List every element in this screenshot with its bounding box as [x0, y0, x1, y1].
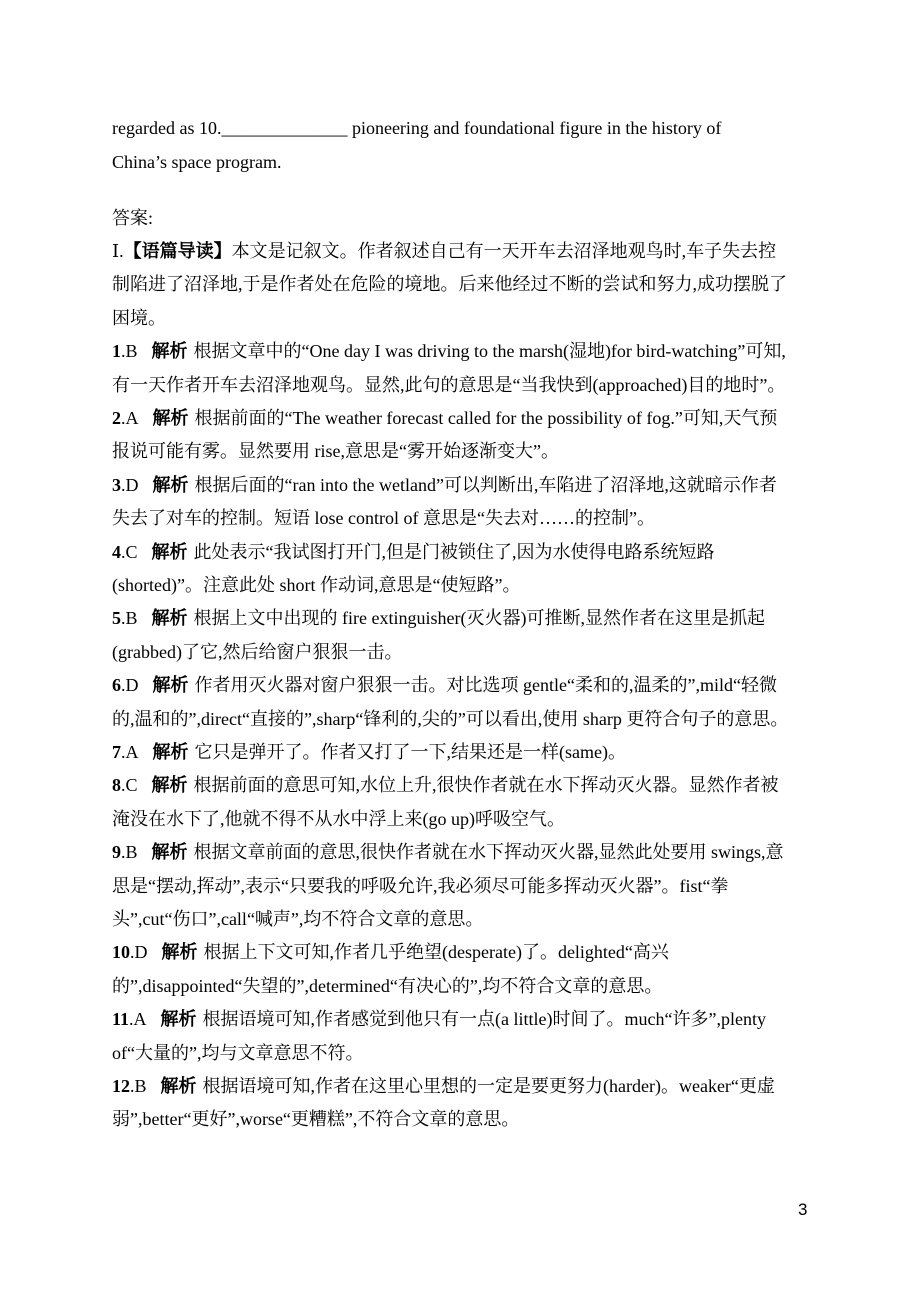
- answer-item-line: [112, 674, 777, 696]
- intro-text: regarded as 10.______________ pioneering and foundational figure in the history of: [112, 118, 722, 138]
- answer-item-line: [112, 941, 669, 963]
- intro-line: [112, 117, 721, 139]
- answer-number: 12: [112, 1076, 130, 1096]
- answer-number: 5: [112, 608, 121, 629]
- answer-explanation: of“大量的”,均与文章意思不符。: [112, 1042, 364, 1063]
- answer-letter: .B: [130, 1076, 147, 1096]
- summary-line: [112, 240, 776, 262]
- answer-heading-text: 答案:: [112, 208, 154, 228]
- analysis-tag: 解析: [160, 1009, 197, 1030]
- summary-text: 本文是记叙文。作者叙述自己有一天开车去沼泽地观鸟时,车子失去控: [231, 241, 777, 261]
- answer-explanation: 报说可能有雾。显然要用 rise,意思是“雾开始逐渐变大”。: [112, 441, 559, 462]
- summary-line: [112, 307, 166, 329]
- answer-number: 6: [112, 675, 121, 696]
- answer-number: 10: [112, 942, 130, 963]
- answer-explanation: (shorted)”。注意此处 short 作动词,意思是“使短路”。: [112, 575, 521, 595]
- intro-line: [112, 151, 281, 173]
- answer-explanation: 的”,disappointed“失望的”,determined“有决心的”,均不符合文章的意思。: [112, 975, 663, 996]
- analysis-tag: 解析: [160, 1076, 197, 1096]
- answer-explanation: 的,温和的”,direct“直接的”,sharp“锋利的,尖的”可以看出,使用 sharp 更符合句子的意思。: [112, 708, 789, 729]
- answer-item-line: [112, 908, 483, 930]
- summary-tag: 【语篇导读】: [123, 241, 232, 261]
- analysis-tag: 解析: [161, 942, 198, 963]
- answer-explanation: 作者用灭火器对窗户狠狠一击。对比选项 gentle“柔和的,温柔的”,mild“轻微: [194, 675, 777, 696]
- answer-item-line: [112, 1108, 519, 1130]
- analysis-tag: 解析: [152, 474, 189, 495]
- summary-line: [112, 273, 787, 295]
- answer-item-line: [112, 440, 559, 462]
- answer-item-line: [112, 641, 402, 663]
- answer-number: 4: [112, 541, 121, 562]
- answer-explanation: 根据语境可知,作者感觉到他只有一点(a little)时间了。much“许多”,plenty: [202, 1009, 766, 1030]
- summary-text: 制陷进了沼泽地,于是作者处在危险的境地。后来他经过不断的尝试和努力,成功摆脱了: [112, 274, 787, 295]
- page-number: 3: [798, 1200, 808, 1219]
- answer-letter: .D: [130, 942, 148, 963]
- answer-explanation: 有一天作者开车去沼泽地观鸟。显然,此句的意思是“当我快到(approached)目的地时”。: [112, 374, 786, 395]
- analysis-tag: 解析: [151, 541, 188, 562]
- answer-heading: [112, 207, 153, 229]
- answer-explanation: 头”,cut“伤口”,call“喊声”,均不符合文章的意思。: [112, 909, 484, 929]
- answer-number: 8: [112, 775, 121, 796]
- answer-letter: .B: [121, 341, 138, 362]
- answer-item-line: [112, 407, 777, 429]
- answer-explanation: 它只是弹开了。作者又打了一下,结果还是一样(same)。: [194, 742, 626, 762]
- analysis-tag: 解析: [151, 842, 188, 863]
- answer-letter: .D: [121, 474, 139, 495]
- answer-item-line: [112, 574, 520, 596]
- answer-explanation: 根据上文中出现的 fire extinguisher(灭火器)可推断,显然作者在这里是抓起: [193, 608, 765, 629]
- answer-explanation: (grabbed)了它,然后给窗户狠狠一击。: [112, 641, 403, 662]
- answer-item-line: [112, 541, 715, 563]
- answer-number: 7: [112, 742, 121, 762]
- answer-letter: .A: [121, 742, 139, 762]
- answer-item-line: [112, 1075, 775, 1097]
- analysis-tag: 解析: [152, 408, 189, 428]
- answer-letter: .B: [121, 842, 138, 863]
- answer-explanation: 弱”,better“更好”,worse“更糟糕”,不符合文章的意思。: [112, 1109, 520, 1130]
- answer-explanation: 思是“摆动,挥动”,表示“只要我的呼吸允许,我必须尽可能多挥动灭火器”。fist“拳: [112, 875, 729, 896]
- analysis-tag: 解析: [151, 608, 188, 629]
- analysis-tag: 解析: [152, 742, 189, 762]
- analysis-tag: 解析: [151, 775, 188, 796]
- answer-letter: .B: [121, 608, 138, 629]
- answer-letter: .A: [121, 408, 139, 428]
- answer-item-line: [112, 507, 655, 529]
- analysis-tag: 解析: [151, 341, 188, 362]
- answer-explanation: 淹没在水下了,他就不得不从水中浮上来(go up)呼吸空气。: [112, 808, 565, 829]
- answer-number: 1: [112, 341, 121, 362]
- answer-item-line: [112, 875, 728, 897]
- answer-number: 2: [112, 408, 121, 428]
- answer-item-line: [112, 975, 662, 997]
- answer-explanation: 失去了对车的控制。短语 lose control of 意思是“失去对……的控制”。: [112, 508, 655, 529]
- answer-item-line: [112, 340, 786, 362]
- answer-explanation: 根据前面的“The weather forecast called for the possibility of fog.”可知,天气预: [194, 408, 778, 428]
- summary-text: 困境。: [112, 307, 166, 328]
- answer-explanation: 根据前面的意思可知,水位上升,很快作者就在水下挥动灭火器。显然作者被: [193, 775, 779, 796]
- answer-item-line: [112, 708, 788, 730]
- answer-explanation: 根据后面的“ran into the wetland”可以判断出,车陷进了沼泽地,这就暗示作者: [194, 474, 777, 495]
- analysis-tag: 解析: [152, 675, 189, 696]
- answer-explanation: 根据文章中的“One day I was driving to the marsh(湿地)for bird-watching”可知,: [193, 341, 786, 362]
- answer-explanation: 此处表示“我试图打开门,但是门被锁住了,因为水使得电路系统短路: [193, 541, 715, 562]
- answer-item-line: [112, 1042, 363, 1064]
- answer-number: 9: [112, 842, 121, 863]
- answer-item-line: [112, 841, 784, 863]
- answer-item-line: [112, 808, 565, 830]
- summary-prefix: Ⅰ.: [112, 241, 124, 261]
- answer-item-line: [112, 774, 779, 796]
- answer-item-line: [112, 607, 765, 629]
- answer-number: 3: [112, 474, 121, 495]
- answer-letter: .C: [121, 541, 138, 562]
- answer-letter: .C: [121, 775, 138, 796]
- answer-letter: .A: [129, 1009, 147, 1030]
- answer-letter: .D: [121, 675, 139, 696]
- intro-text: China’s space program.: [112, 152, 282, 172]
- answer-explanation: 根据语境可知,作者在这里心里想的一定是要更努力(harder)。weaker“更虚: [202, 1076, 775, 1096]
- answer-item-line: [112, 741, 626, 763]
- answer-explanation: 根据文章前面的意思,很快作者就在水下挥动灭火器,显然此处要用 swings,意: [193, 842, 784, 863]
- answer-number: 11: [112, 1009, 130, 1030]
- answer-explanation: 根据上下文可知,作者几乎绝望(desperate)了。delighted“高兴: [203, 942, 669, 963]
- answer-item-line: [112, 1008, 766, 1030]
- answer-item-line: [112, 474, 777, 496]
- answer-item-line: [112, 374, 785, 396]
